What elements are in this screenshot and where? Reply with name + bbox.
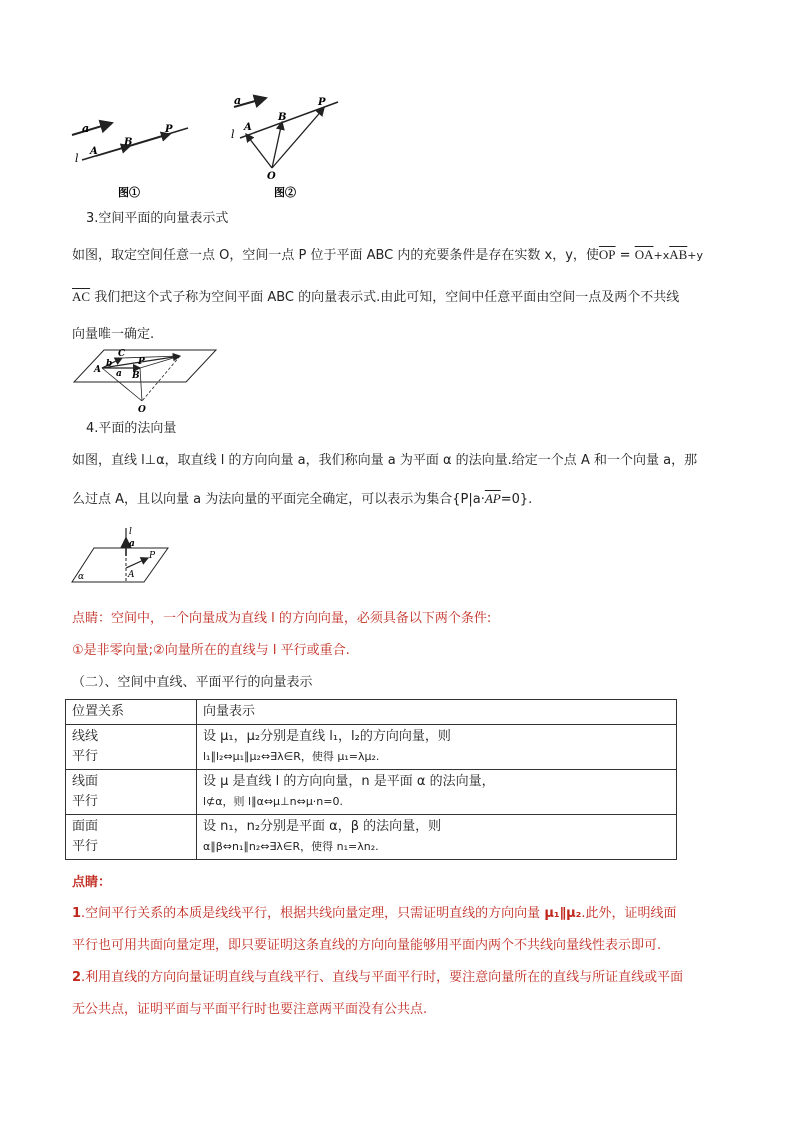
label-a4: a: [129, 539, 135, 549]
label-B2: B: [278, 112, 287, 123]
label-a: a: [82, 122, 90, 135]
table-row: [66, 815, 677, 860]
tip1-line-2: ①是非零向量;②向量所在的直线与 l 平行或重合.: [72, 643, 350, 658]
tip2-item-1-text-b: .此外，证明线面: [581, 906, 677, 921]
sec3-p1-text: 如图，取定空间任意一点 O，空间一点 P 位于平面 ABC 内的充要条件是存在实数 x，y，使: [72, 248, 599, 263]
plus-x: +x: [653, 249, 670, 262]
label-B: B: [124, 137, 133, 148]
sec4-paragraph-1: 如图，直线 l⊥α，取直线 l 的方向向量 a，我们称向量 a 为平面 α 的法向量.给定一个点 A 和一个向量 a，那: [72, 453, 698, 468]
representation-line-2: α∥β⇔n₁∥n₂⇔∃λ∈R，使得 n₁=λn₂.: [203, 840, 379, 853]
representation-line-2: l⊄α，则 l∥α⇔μ⊥n⇔μ·n=0.: [203, 795, 343, 808]
representation-cell: [197, 770, 677, 815]
relation-line-2: 平行: [72, 749, 99, 764]
relation-line-2: 平行: [72, 839, 99, 854]
sec2-title: （二）、空间中直线、平面平行的向量表示: [72, 675, 313, 690]
label-a2: a: [234, 94, 242, 107]
sec3-paragraph-2: [72, 288, 679, 307]
sec3-p2-text: 我们把这个式子称为空间平面 ABC 的向量表示式.由此可知，空间中任意平面由空间一点及两个不共线: [90, 290, 680, 305]
label-b: b: [106, 359, 113, 369]
sec4-paragraph-2: [72, 490, 532, 509]
label-A2: A: [244, 122, 252, 133]
relation-line-2: 平行: [72, 794, 99, 809]
caption-fig2: 图②: [274, 186, 296, 199]
label-A3: A: [94, 365, 101, 375]
label-l2: l: [231, 128, 235, 141]
representation-line-2: l₁∥l₂⇔μ₁∥μ₂⇔∃λ∈R，使得 μ₁=λμ₂.: [203, 750, 380, 763]
label-alpha: α: [78, 572, 85, 582]
representation-line-1: 设 μ₁，μ₂分别是直线 l₁，l₂的方向向量，则: [203, 729, 451, 744]
label-P: P: [165, 124, 173, 135]
eq-sign: =: [615, 248, 635, 263]
label-P4: P: [149, 551, 156, 561]
vector-AP: [130, 134, 170, 146]
vector-OB: [272, 122, 282, 168]
label-C: C: [118, 349, 126, 359]
relation-line-1: 面面: [72, 819, 99, 834]
table-row: [66, 770, 677, 815]
heading-sec4: 4.平面的法向量: [86, 421, 177, 436]
representation-line-1: 设 μ 是直线 l 的方向向量，n 是平面 α 的法向量，: [203, 774, 495, 789]
representation-line-1: 设 n₁，n₂分别是平面 α，β 的法向量，则: [203, 819, 442, 834]
table-header-cell: 位置关系: [66, 700, 197, 725]
sec3-paragraph-3: 向量唯一确定.: [72, 327, 155, 342]
tip2-number-1: 1: [72, 906, 82, 921]
vec-OP: $\overline{OP}$: [598, 247, 616, 262]
relation-cell: [66, 770, 197, 815]
label-P2: P: [318, 97, 326, 108]
tip2-number-2: 2: [72, 970, 82, 985]
tip2-item-1: [72, 905, 676, 923]
tip2-item-1-text-a: .空间平行关系的本质是线线平行，根据共线向量定理，只需证明直线的方向向量: [81, 906, 545, 921]
table-row: [66, 725, 677, 770]
tip2-item-2: [72, 969, 683, 987]
table-header-cell: 向量表示: [197, 700, 677, 725]
label-l: l: [75, 152, 79, 165]
vec-AB: $\overline{AB}$: [669, 247, 688, 262]
label-l4: l: [129, 527, 132, 537]
vec-OA: $\overline{OA}$: [634, 247, 654, 262]
representation-cell: [197, 725, 677, 770]
tip2-item-2-cont: 无公共点，证明平面与平面平行时也要注意两平面没有公共点.: [72, 1002, 428, 1017]
figure-collinear: [60, 90, 360, 205]
plus-y: +y: [687, 249, 704, 262]
label-P3: P: [138, 357, 145, 367]
figure-normal-vector: [70, 526, 170, 586]
label-O2: O: [267, 171, 276, 182]
label-A4: A: [128, 570, 135, 580]
relation-line-1: 线线: [72, 729, 99, 744]
tip1-line-1: 点睛：空间中，一个向量成为直线 l 的方向向量，必须具备以下两个条件:: [72, 611, 492, 626]
caption-fig1: 图①: [118, 186, 140, 199]
table-header-row: [66, 700, 677, 725]
relation-cell: [66, 815, 197, 860]
label-a3: a: [116, 369, 122, 379]
vec-AC: $\overline{AC}$: [72, 289, 91, 304]
sec4-p2-text-a: 么过点 A，且以向量 a 为法向量的平面完全确定，可以表示为集合{P|a·: [72, 492, 485, 507]
tip2-item-1-cont: 平行也可用共面向量定理，即只要证明这条直线的方向向量能够用平面内两个不共线向量线性表示即可.: [72, 938, 662, 953]
sec3-paragraph-1: [72, 246, 703, 265]
label-B3: B: [132, 371, 140, 381]
heading-sec3: 3.空间平面的向量表示式: [86, 211, 229, 226]
vec-AP: $\overline{AP}$: [484, 491, 501, 506]
relation-line-1: 线面: [72, 774, 99, 789]
relation-cell: [66, 725, 197, 770]
label-A: A: [90, 146, 98, 157]
tip2-formula: μ₁∥μ₂: [544, 906, 582, 921]
vector-a-arrow: [72, 123, 112, 135]
representation-cell: [197, 815, 677, 860]
figure-plane-abc: [70, 346, 220, 414]
parallel-vector-table: [65, 699, 677, 860]
vector-OA: [246, 134, 272, 168]
tip2-title: 点睛：: [72, 875, 112, 890]
sec4-p2-text-b: =0}.: [500, 492, 533, 507]
tip2-item-2-text: .利用直线的方向向量证明直线与直线平行、直线与平面平行时，要注意向量所在的直线与所证直线或平面: [81, 970, 684, 985]
label-O3: O: [138, 405, 146, 414]
